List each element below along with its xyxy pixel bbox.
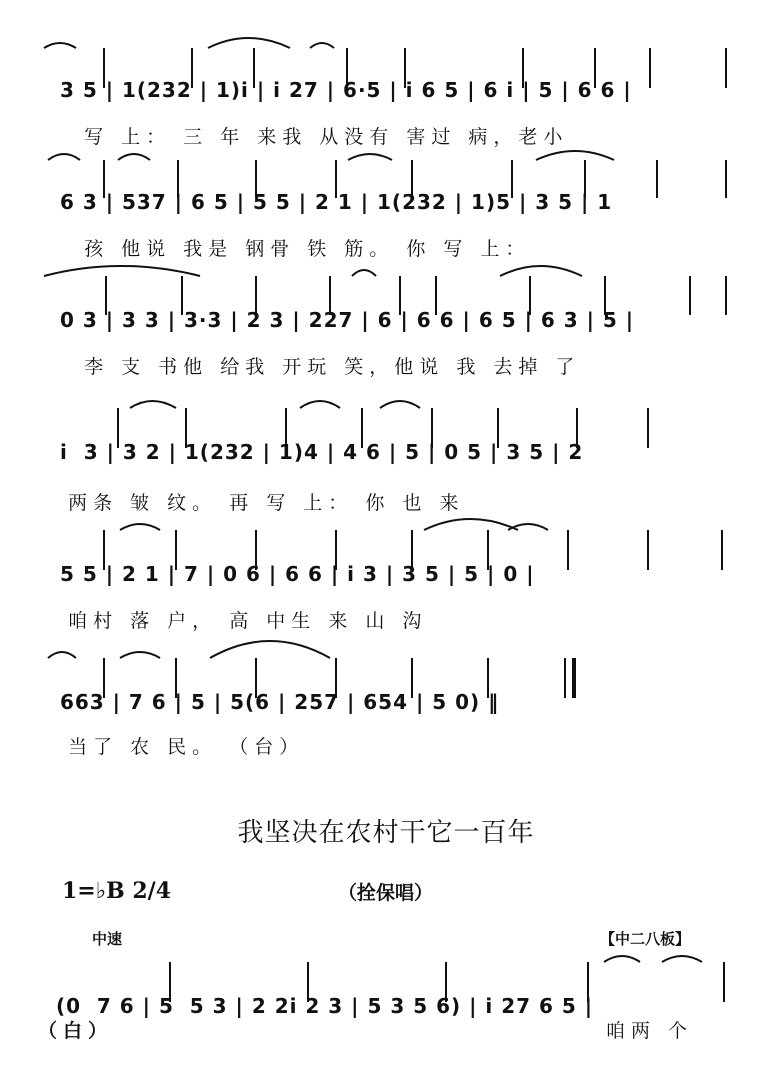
lyric-line: 咱村 落 户， 高 中生 来 山 沟 <box>68 610 428 632</box>
system-5-notes <box>44 538 535 586</box>
notation-line: 0 3 | 3 3 | 3·3 | 2 3 | 227 | 6 | 6 6 | 6 5 | 6 3 | 5 | <box>59 308 635 332</box>
lyric-line: 两条 皱 纹。 再 写 上： 你 也 来 <box>68 492 465 514</box>
system-2-notes <box>44 166 612 214</box>
system-6-notes <box>44 666 499 714</box>
system-7-lyrics-left: （白） <box>38 1020 114 1042</box>
system-4-notes <box>44 416 583 464</box>
system-3-notes <box>44 284 634 332</box>
system-6-lyrics <box>44 710 304 759</box>
system-4-lyrics <box>44 466 464 515</box>
song-title: 我坚决在农村干它一百年 <box>237 818 535 848</box>
system-7-lyrics-right: 咱两 个 <box>606 1020 694 1042</box>
notation-line: 6 3 | 537 | 6 5 | 5 5 | 2 1 | 1(232 | 1)5 | 3 5 | 1 <box>59 190 613 214</box>
system-3-lyrics <box>60 330 580 379</box>
key-signature: 1=♭B 2/4 <box>62 878 172 904</box>
lyric-line: 孩 他说 我是 钢骨 铁 筋。 你 写 上： <box>84 238 531 260</box>
lyric-line: 当了 农 民。 （台） <box>68 736 305 758</box>
system-1-lyrics <box>60 100 568 149</box>
system-1-notes <box>44 54 632 102</box>
notation-line: 5 5 | 2 1 | 7 | 0 6 | 6 6 | i 3 | 3 5 | 5 | 0 | <box>59 562 535 586</box>
notation-line: 663 | 7 6 | 5 | 5(6 | 257 | 654 | 5 0) ‖ <box>59 690 500 714</box>
lyric-line: 李 支 书他 给我 开玩 笑，他说 我 去掉 了 <box>84 356 581 378</box>
system-5-lyrics <box>44 584 427 633</box>
system-7-notes <box>40 970 593 1018</box>
notation-line: 3 5 | 1(232 | 1)i | i 27 | 6·5 | i 6 5 | 6 i | 5 | 6 6 | <box>59 78 632 102</box>
notation-line: (0 7 6 | 5 5 3 | 2 2i 2 3 | 5 3 5 6) | i 27 6 5 | <box>55 994 594 1018</box>
system-2-lyrics <box>60 212 530 261</box>
lyric-line: 写 上： 三 年 来我 从没有 害过 病，老小 <box>84 126 569 148</box>
tempo-marking: 中速 <box>92 930 123 948</box>
board-label: 【中二八板】 <box>600 930 691 948</box>
notation-line: i 3 | 3 2 | 1(232 | 1)4 | 4 6 | 5 | 0 5 | 3 5 | 2 <box>59 440 584 464</box>
singer-credit: （拴保唱） <box>338 882 434 904</box>
